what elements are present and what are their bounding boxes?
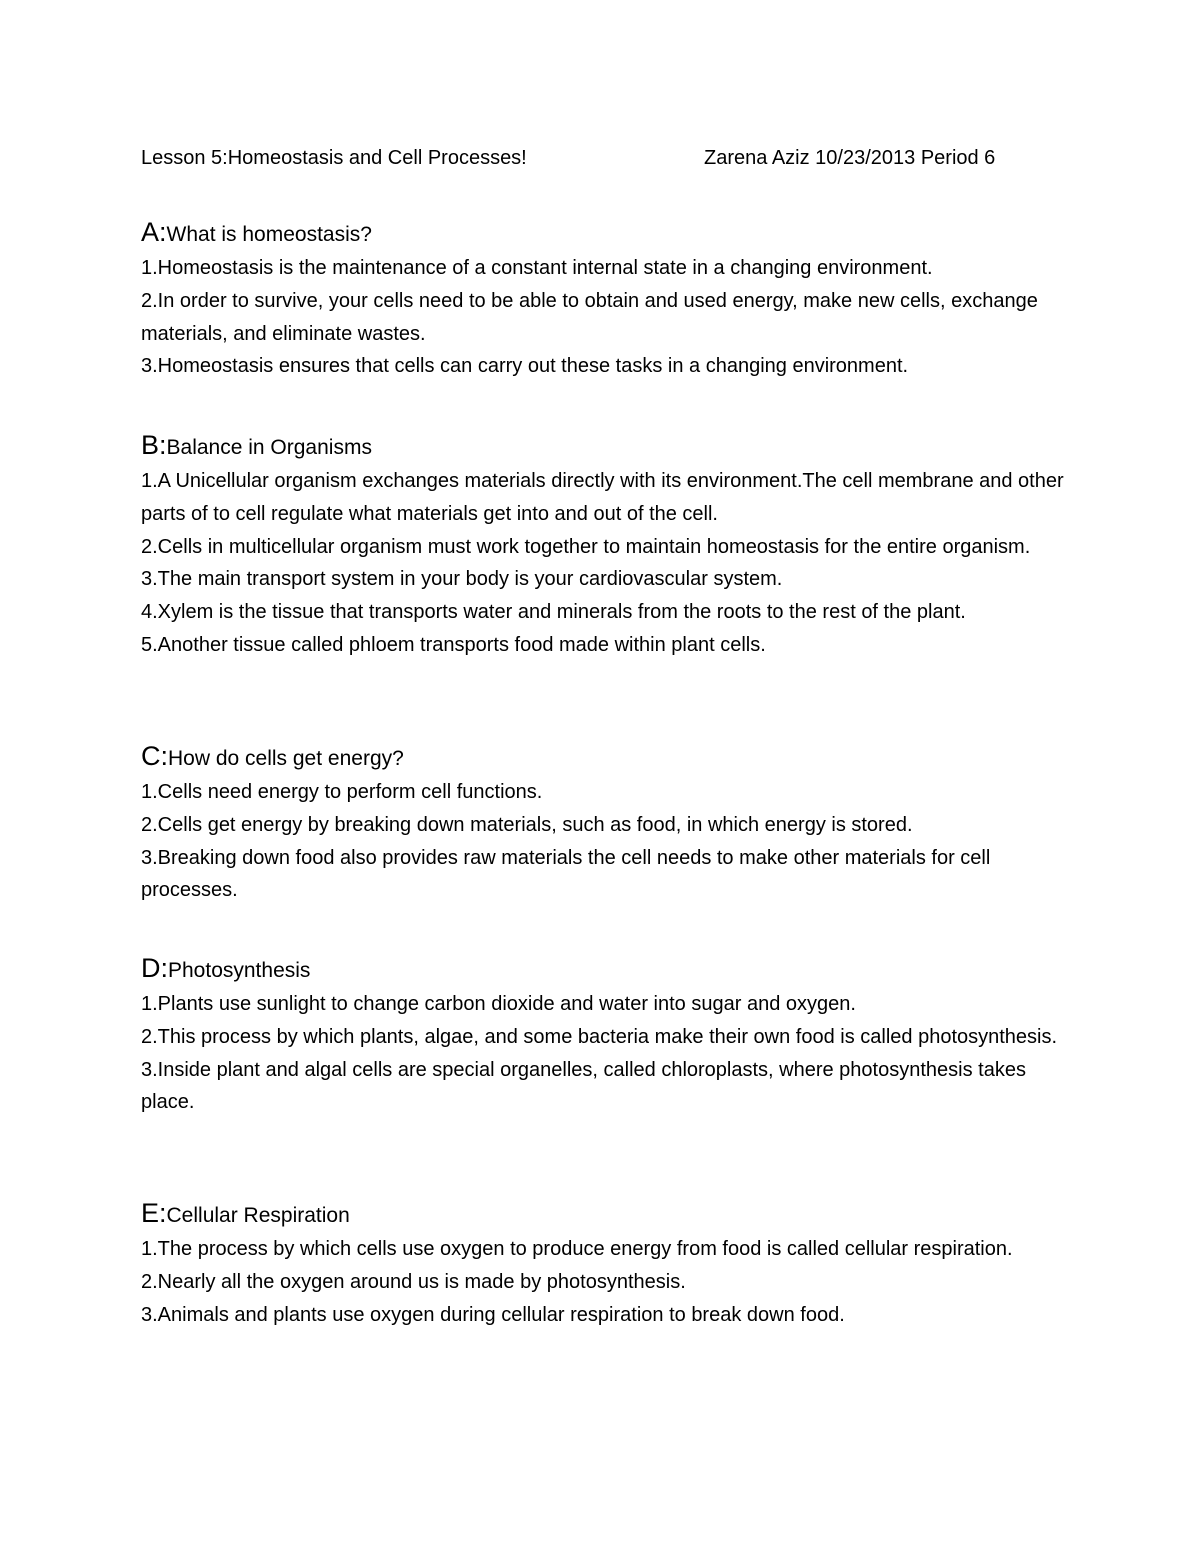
list-item: 1.Plants use sunlight to change carbon dioxide and water into sugar and oxygen. [141, 993, 856, 1015]
lesson-title: Lesson 5:Homeostasis and Cell Processes! [141, 147, 527, 169]
section-letter: E: [141, 1198, 167, 1228]
list-item: 1.The process by which cells use oxygen to produce energy from food is called cellular respiration. [141, 1238, 1013, 1260]
list-item: 1.Homeostasis is the maintenance of a constant internal state in a changing environment. [141, 257, 933, 279]
section-title: Balance in Organisms [166, 436, 372, 459]
list-item: 5.Another tissue called phloem transports food made within plant cells. [141, 633, 766, 656]
list-item: 2.Nearly all the oxygen around us is made by photosynthesis. [141, 1270, 686, 1293]
list-item: 2.In order to survive, your cells need to be able to obtain and used energy, make new cells, exchange materials, and eliminate wastes. [141, 289, 1038, 345]
list-item: 2.Cells in multicellular organism must work together to maintain homeostasis for the entire organism. [141, 535, 1031, 558]
section-e [141, 1193, 1066, 1331]
section-letter: D: [141, 953, 168, 983]
section-title: How do cells get energy? [168, 747, 404, 770]
list-item: 3.Homeostasis ensures that cells can carry out these tasks in a changing environment. [141, 355, 909, 378]
list-item: 3.Animals and plants use oxygen during cellular respiration to break down food. [141, 1303, 845, 1326]
section-heading [141, 1193, 1066, 1233]
section-letter: A: [141, 217, 167, 247]
list-item: 2.This process by which plants, algae, and some bacteria make their own food is called photosynthesis. [141, 1025, 1058, 1048]
section-title: Cellular Respiration [166, 1204, 350, 1227]
list-item: 1.A Unicellular organism exchanges materials directly with its environment.The cell membrane and other parts of to cell regulate what materials get into and out of the cell. [141, 470, 1064, 525]
section-heading [141, 736, 1066, 776]
list-item: 3.Inside plant and algal cells are special organelles, called chloroplasts, where photosynthesis takes place. [141, 1058, 1026, 1114]
section-title: Photosynthesis [168, 959, 311, 982]
document-header [141, 143, 1061, 173]
section-c [141, 736, 1066, 907]
section-heading [141, 948, 1066, 988]
list-item: 3.Breaking down food also provides raw materials the cell needs to make other materials for cell processes. [141, 846, 991, 902]
section-heading [141, 212, 1066, 252]
student-info: Zarena Aziz 10/23/2013 Period 6 [704, 147, 996, 169]
section-letter: B: [141, 430, 167, 460]
section-a [141, 212, 1066, 383]
section-b [141, 425, 1066, 662]
section-title: What is homeostasis? [166, 223, 372, 246]
list-item: 3.The main transport system in your body is your cardiovascular system. [141, 568, 783, 591]
section-letter: C: [141, 741, 168, 771]
section-heading [141, 425, 1066, 465]
section-d [141, 948, 1066, 1119]
list-item: 2.Cells get energy by breaking down materials, such as food, in which energy is stored. [141, 813, 913, 836]
list-item: 4.Xylem is the tissue that transports water and minerals from the roots to the rest of the plant. [141, 601, 966, 624]
list-item: 1.Cells need energy to perform cell functions. [141, 781, 543, 803]
